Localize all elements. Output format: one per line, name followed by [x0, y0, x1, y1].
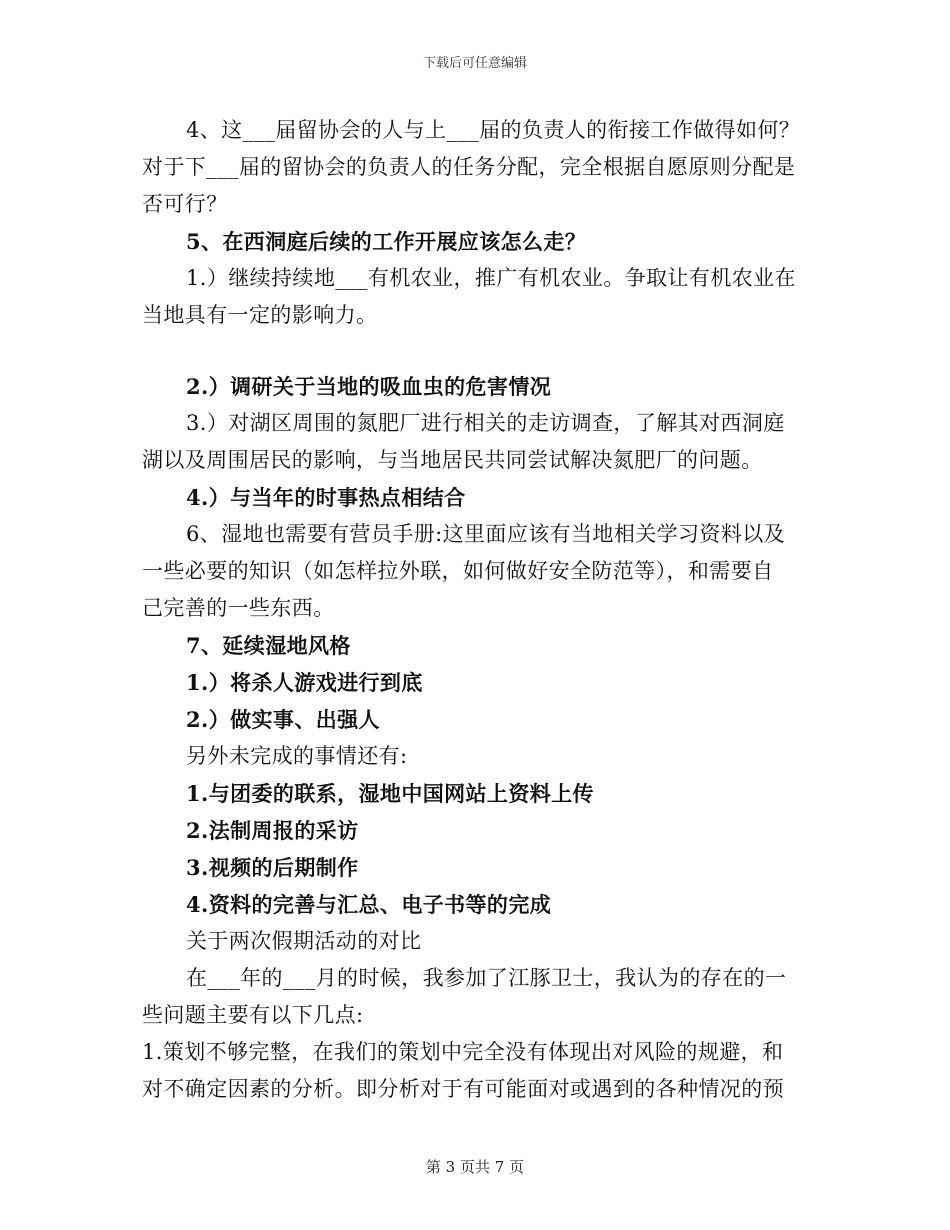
- paragraph-line: 否可行？: [142, 192, 228, 216]
- paragraph-line: 1.）继续持续地___有机农业，推广有机农业。争取让有机农业在: [186, 266, 796, 290]
- section-heading: 7、延续湿地风格: [186, 633, 351, 658]
- paragraph-line: 3.）对湖区周围的氮肥厂进行相关的走访调查，了解其对西洞庭: [186, 411, 785, 435]
- list-item-heading: 2.）做实事、出强人: [186, 707, 380, 732]
- paragraph-line: 湖以及周围居民的影响，与当地居民共同尝试解决氮肥厂的问题。: [142, 448, 763, 472]
- list-item-heading: 1.与团委的联系，湿地中国网站上资料上传: [186, 781, 594, 806]
- paragraph-line: 关于两次假期活动的对比: [186, 929, 422, 953]
- list-item-heading: 2.）调研关于当地的吸血虫的危害情况: [186, 374, 552, 399]
- page-footer: 第 3 页共 7 页: [425, 1158, 525, 1176]
- paragraph-line: 对于下___届的留协会的负责人的任务分配，完全根据自愿原则分配是: [142, 155, 796, 179]
- paragraph-line: 另外未完成的事情还有:: [186, 744, 408, 768]
- list-item-heading: 3.视频的后期制作: [186, 855, 359, 880]
- blank-gap: [142, 334, 808, 368]
- section-heading: 5、在西洞庭后续的工作开展应该怎么走？: [186, 229, 587, 254]
- paragraph-line: 当地具有一定的影响力。: [142, 303, 378, 327]
- paragraph-line: 在___年的___月的时候，我参加了江豚卫士，我认为的存在的一: [186, 966, 787, 990]
- document-body: [142, 112, 808, 1108]
- paragraph-line: 1.策划不够完整，在我们的策划中完全没有体现出对风险的规避，和: [142, 1040, 784, 1064]
- paragraph-line: 6、湿地也需要有营员手册:这里面应该有当地相关学习资料以及: [186, 522, 786, 546]
- page-header: 下载后可任意编辑: [422, 56, 527, 71]
- list-item-heading: 4.资料的完善与汇总、电子书等的完成: [186, 892, 552, 917]
- list-item-heading: 1.）将杀人游戏进行到底: [186, 670, 423, 695]
- paragraph-line: 己完善的一些东西。: [142, 596, 335, 620]
- paragraph-line: 一些必要的知识（如怎样拉外联，如何做好安全防范等），和需要自: [142, 559, 774, 583]
- list-item-heading: 2.法制周报的采访: [186, 818, 359, 843]
- list-item-heading: 4.）与当年的时事热点相结合: [186, 485, 466, 510]
- paragraph-line: 些问题主要有以下几点:: [142, 1003, 364, 1027]
- paragraph-line: 4、这___届留协会的人与上___届的负责人的衔接工作做得如何？: [186, 118, 801, 142]
- paragraph-line: 对不确定因素的分析。即分析对于有可能面对或遇到的各种情况的预: [142, 1077, 784, 1101]
